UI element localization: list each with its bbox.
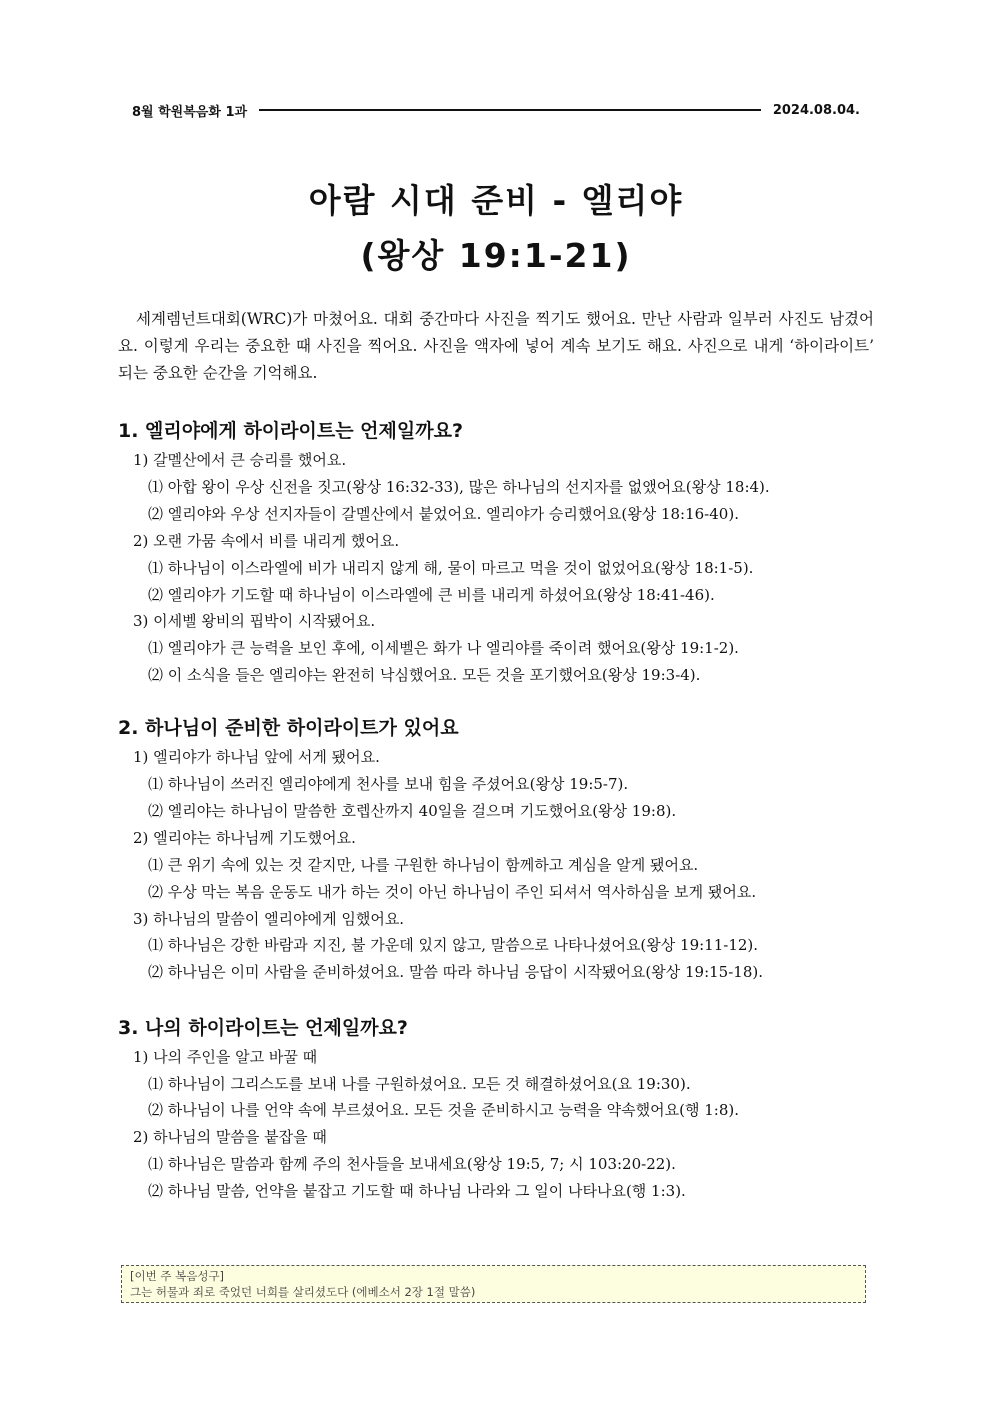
section-2-item-2: 2) 엘리야는 하나님께 기도했어요. — [133, 829, 356, 847]
section-2-item-3-sub-2: ⑵ 하나님은 이미 사람을 준비하셨어요. 말씀 따라 하나님 응답이 시작됐어요(왕상 19:15-18). — [148, 963, 763, 981]
section-2-item-3: 3) 하나님의 말씀이 엘리야에게 임했어요. — [133, 910, 405, 928]
memory-verse-label: [이번 주 복음성구] — [130, 1269, 225, 1283]
section-3-item-1-sub-2: ⑵ 하나님이 나를 언약 속에 부르셨어요. 모든 것을 준비하시고 능력을 약속했어요(행 1:8). — [148, 1101, 740, 1119]
section-2-item-1: 1) 엘리야가 하나님 앞에 서게 됐어요. — [133, 748, 380, 766]
page-header — [132, 100, 860, 120]
lesson-label: 8월 학원복음화 1과 — [132, 104, 248, 120]
section-3-item-2: 2) 하나님의 말씀을 붙잡을 때 — [133, 1128, 327, 1146]
section-3-item-2-sub-1: ⑴ 하나님은 말씀과 함께 주의 천사들을 보내세요(왕상 19:5, 7; 시 103:20-22). — [148, 1155, 676, 1173]
section-title-2: 2. 하나님이 준비한 하이라이트가 있어요 — [118, 717, 459, 739]
section-title-1: 1. 엘리야에게 하이라이트는 언제일까요? — [118, 420, 463, 442]
header-rule — [259, 109, 761, 111]
section-1-item-3-sub-2: ⑵ 이 소식을 들은 엘리야는 완전히 낙심했어요. 모든 것을 포기했어요(왕상 19:3-4). — [148, 666, 701, 684]
section-1-item-2-sub-2: ⑵ 엘리야가 기도할 때 하나님이 이스라엘에 큰 비를 내리게 하셨어요(왕상 18:41-46). — [148, 586, 715, 604]
memory-verse-box — [121, 1265, 866, 1303]
section-3-item-1: 1) 나의 주인을 알고 바꿀 때 — [133, 1048, 318, 1066]
section-2-item-1-sub-1: ⑴ 하나님이 쓰러진 엘리야에게 천사를 보내 힘을 주셨어요(왕상 19:5-7). — [148, 775, 629, 793]
section-title-3: 3. 나의 하이라이트는 언제일까요? — [118, 1017, 408, 1039]
page-subtitle: (왕상 19:1-21) — [360, 236, 632, 275]
section-2-item-1-sub-2: ⑵ 엘리야는 하나님이 말씀한 호렙산까지 40일을 걸으며 기도했어요(왕상 19:8). — [148, 802, 677, 820]
page-title: 아람 시대 준비 - 엘리야 — [308, 181, 684, 220]
section-1-item-1-sub-1: ⑴ 아합 왕이 우상 신전을 짓고(왕상 16:32-33), 많은 하나님의 선지자를 없앴어요(왕상 18:4). — [148, 478, 770, 496]
section-1-item-1-sub-2: ⑵ 엘리야와 우상 선지자들이 갈멜산에서 붙었어요. 엘리야가 승리했어요(왕상 18:16-40). — [148, 505, 739, 523]
section-1-item-3-sub-1: ⑴ 엘리야가 큰 능력을 보인 후에, 이세벨은 화가 나 엘리야를 죽이려 했어요(왕상 19:1-2). — [148, 639, 739, 657]
section-3-item-1-sub-1: ⑴ 하나님이 그리스도를 보내 나를 구원하셨어요. 모든 것 해결하셨어요(요 19:30). — [148, 1075, 691, 1093]
intro-paragraph: 세계렘넌트대회(WRC)가 마쳤어요. 대회 중간마다 사진을 찍기도 했어요. 만난 사람과 일부러 사진도 남겼어요. 이렇게 우리는 중요한 때 사진을 찍어요. 사진을 액자에 넣어 계속 보기도 해요. 사진으로 내게 ‘하이라이트’ 되는 중요한 순간을 기억해요. — [118, 310, 874, 382]
section-1-item-2: 2) 오랜 가뭄 속에서 비를 내리게 했어요. — [133, 532, 400, 550]
section-2-item-3-sub-1: ⑴ 하나님은 강한 바람과 지진, 불 가운데 있지 않고, 말씀으로 나타나셨어요(왕상 19:11-12). — [148, 936, 759, 954]
section-1-item-3: 3) 이세벨 왕비의 핍박이 시작됐어요. — [133, 612, 376, 630]
memory-verse-text: 그는 허물과 죄로 죽었던 너희를 살리셨도다 (에베소서 2장 1절 말씀) — [130, 1285, 476, 1299]
header-date: 2024.08.04. — [772, 102, 860, 118]
section-3-item-2-sub-2: ⑵ 하나님 말씀, 언약을 붙잡고 기도할 때 하나님 나라와 그 일이 나타나요(행 1:3). — [148, 1182, 686, 1200]
section-2-item-2-sub-2: ⑵ 우상 막는 복음 운동도 내가 하는 것이 아닌 하나님이 주인 되셔서 역사하심을 보게 됐어요. — [148, 883, 757, 901]
section-2-item-2-sub-1: ⑴ 큰 위기 속에 있는 것 같지만, 나를 구원한 하나님이 함께하고 계심을 알게 됐어요. — [148, 856, 699, 874]
section-1-item-2-sub-1: ⑴ 하나님이 이스라엘에 비가 내리지 않게 해, 물이 마르고 먹을 것이 없었어요(왕상 18:1-5). — [148, 559, 754, 577]
section-1-item-1: 1) 갈멜산에서 큰 승리를 했어요. — [133, 451, 347, 469]
